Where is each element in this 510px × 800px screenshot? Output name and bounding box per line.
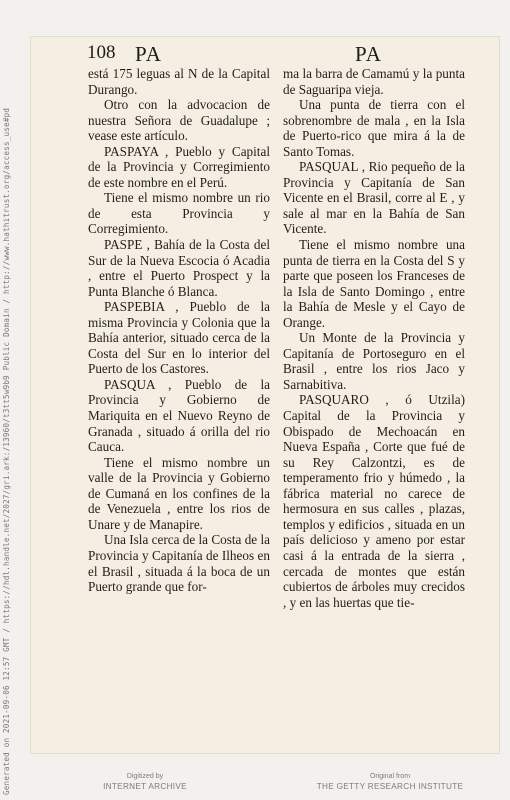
paragraph: está 175 leguas al N de la Capital Durango. [88,66,270,97]
left-heading: PA [135,42,162,66]
entry-pasqual: PASQUAL , Rio pequeño de la Provincia y Capitanía de San Vicente en el Brasil, corre al E , y sale al mar en la Bahía de San Vicente. [283,159,465,237]
digitized-by-label: Digitized by [126,773,164,780]
internet-archive-label: INTERNET ARCHIVE [103,782,187,791]
hathitrust-stamp: Generated on 2021-09-06 12:57 GMT / https://hdl.handle.net/2027/gri.ark:/13960/t3tt5w9b9 Public Domain / http://www.hathitrust.org/access_use#pd [2,107,11,795]
digitizer-credit [70,772,220,792]
paragraph: Un Monte de la Provincia y Capitanía de Portoseguro en el Brasil , entre los rios Jaco y Sarnabitiva. [283,330,465,392]
paragraph: Otro con la advocacion de nuestra Señora de Guadalupe ; vease este artículo. [88,97,270,144]
paragraph: Tiene el mismo nombre un rio de esta Provincia y Corregimiento. [88,190,270,237]
paragraph: ma la barra de Camamú y la punta de Saguaripa vieja. [283,66,465,97]
entry-paspe: PASPE , Bahía de la Costa del Sur de la Nueva Escocia ó Acadia , entre el Puerto Prospect y la Punta Blanche ó Blanca. [88,237,270,299]
original-from-label: Original from [369,773,411,780]
right-heading: PA [355,42,382,66]
original-credit [300,772,480,792]
paragraph: Una punta de tierra con el sobrenombre de mala , en la Isla de Puerto-rico que mira á la de Santo Tomas. [283,97,465,159]
entry-paspebia: PASPEBIA , Pueblo de la misma Provincia y Colonia que la Bahía anterior, situado cerca de la Costa del Sur en lo interior del Puerto de los Castores. [88,299,270,377]
entry-pasquaro: PASQUARO , ó Utzila) Capital de la Provincia y Obispado de Mechoacán en Nueva España , Corte que fué de su Rey Calzontzi, es de temperamento frio y húmedo , la fábrica material no carece de hermosura en sus calles , plazas, templos y edificios , situada en un país delicioso y ameno por estar casi á la entrada de la sierra , cercada de montes que están cubiertos de árboles muy crecidos , y en las huertas que tie- [283,392,465,610]
right-column [283,66,465,610]
getty-label: THE GETTY RESEARCH INSTITUTE [316,782,464,791]
paragraph: Tiene el mismo nombre un valle de la Provincia y Gobierno de Cumaná en los confines de la de Venezuela , entre los rios de Unare y de Manapire. [88,454,270,532]
paragraph: Tiene el mismo nombre una punta de tierra en la Costa del S y parte que poseen los Franceses de la Isla de Santo Domingo , entre la Bahía de Mesle y el Cayo de Orange. [283,237,465,330]
book-page [30,36,500,754]
footer [0,772,510,800]
running-head [30,42,500,68]
page-number: 108 [87,42,116,63]
entry-paspaya: PASPAYA , Pueblo y Capital de la Provincia y Corregimiento de este nombre en el Perú. [88,143,270,190]
left-column [88,66,270,595]
entry-pasqua: PASQUA , Pueblo de la Provincia y Gobierno de Mariquita en el Nuevo Reyno de Granada , situado á orilla del rio Cauca. [88,376,270,455]
paragraph: Una Isla cerca de la Costa de la Provincia y Capitanía de Ilheos en el Brasil , situada á la boca de un Puerto grande que for- [88,532,270,595]
